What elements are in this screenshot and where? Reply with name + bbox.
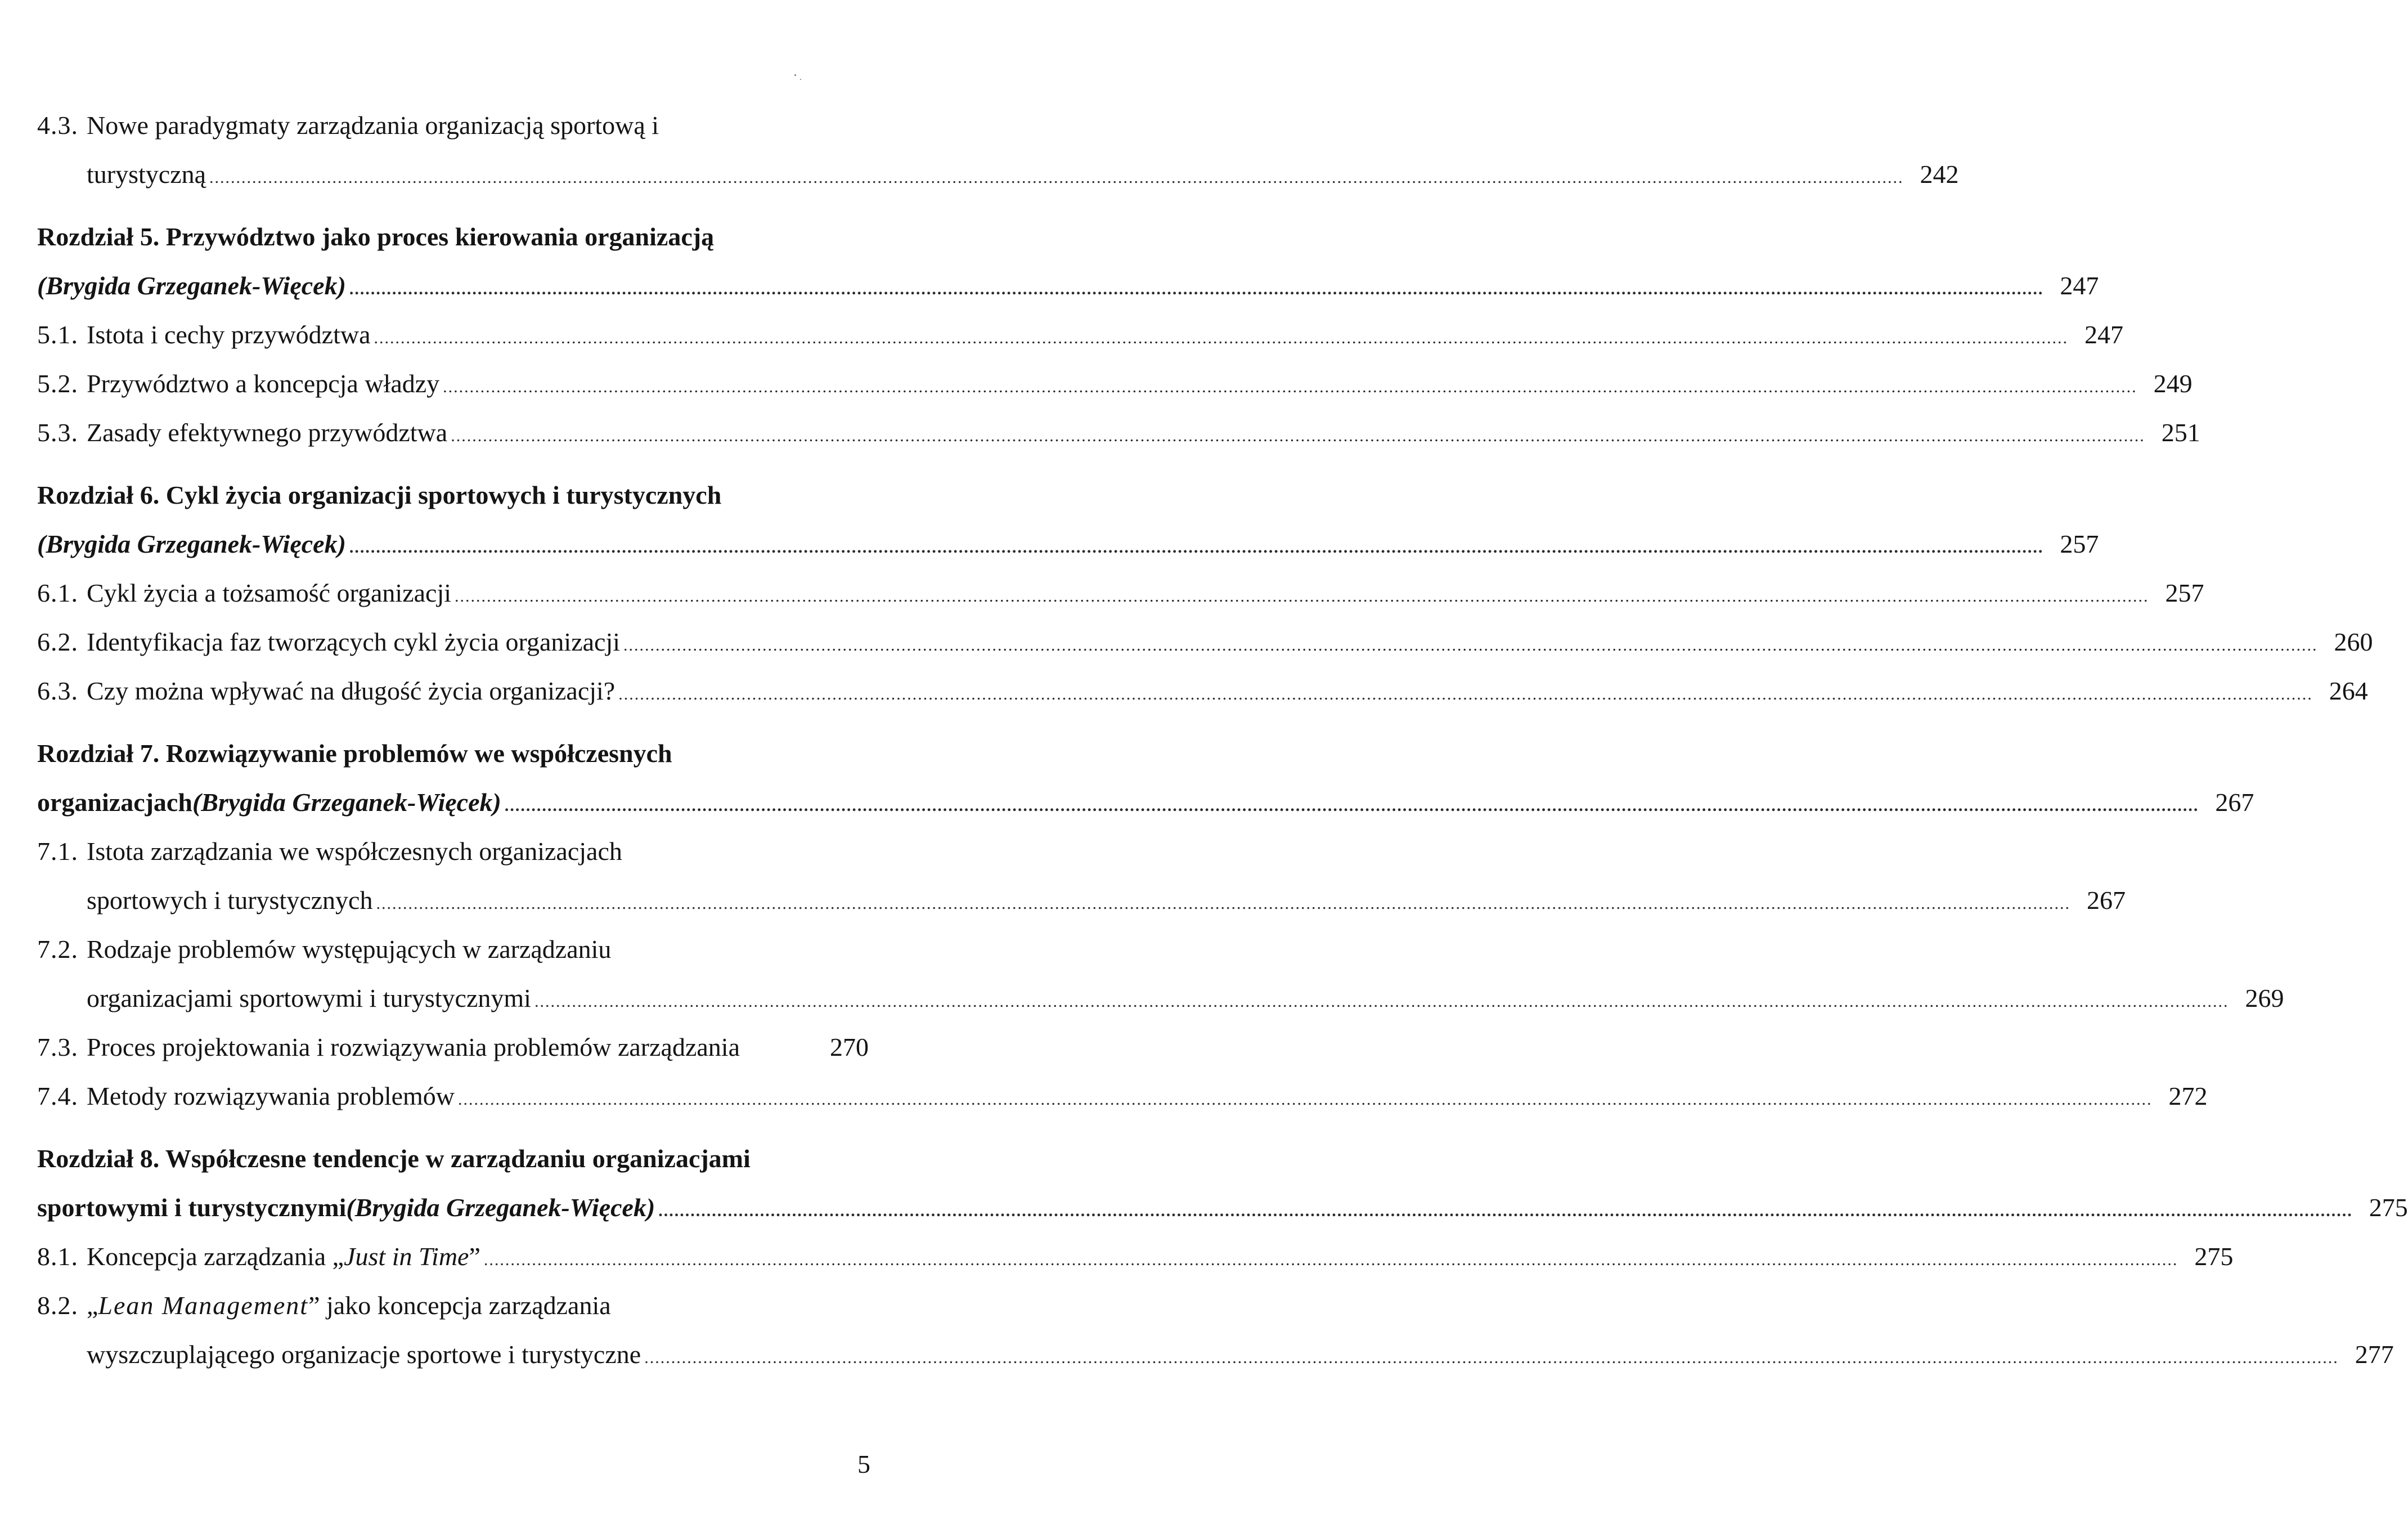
toc-chapter-8-line2[interactable] xyxy=(37,1184,2408,1232)
toc-entry-8-2-line1[interactable] xyxy=(37,1281,869,1330)
entry-title: Identyfikacja faz tworzących cykl życia organizacji xyxy=(87,627,621,656)
entry-number: 7.4. xyxy=(37,1082,78,1110)
entry-title: Metody rozwiązywania problemów xyxy=(87,1082,455,1110)
toc-entry-7-2-line1[interactable] xyxy=(37,925,869,974)
toc-entry-7-3[interactable] xyxy=(37,1023,869,1072)
leader-dots xyxy=(376,895,2070,912)
toc-chapter-6-line1[interactable] xyxy=(37,471,869,520)
toc-chapter-6-line2[interactable] xyxy=(37,520,2099,569)
toc-entry-8-2-line2[interactable] xyxy=(37,1330,2394,1379)
entry-title-continued: organizacjami sportowymi i turystycznymi xyxy=(87,984,531,1012)
leader-dots xyxy=(534,993,2229,1010)
leader-dots xyxy=(658,1203,2353,1220)
entry-title: Zasady efektywnego przywództwa xyxy=(87,418,448,447)
toc-chapter-5-line2[interactable] xyxy=(37,262,2099,311)
chapter-title: Rozdział 7. Rozwiązywanie problemów we współczesnych xyxy=(37,739,672,768)
page-number: 270 xyxy=(830,1033,869,1061)
chapter-author: (Brygida Grzeganek-Więcek) xyxy=(192,788,501,817)
toc-entry-5-1[interactable] xyxy=(37,311,2124,360)
leader-dots xyxy=(484,1252,2178,1268)
leader-dots xyxy=(451,428,2145,445)
toc-entry-6-2[interactable] xyxy=(37,618,2373,667)
toc-entry-7-1-line1[interactable] xyxy=(37,827,869,876)
entry-number: 7.1. xyxy=(37,837,78,866)
print-speck xyxy=(800,79,801,80)
entry-number: 6.1. xyxy=(37,579,78,607)
leader-dots xyxy=(505,797,2199,814)
entry-title: Rodzaje problemów występujących w zarządzaniu xyxy=(87,935,612,963)
page-number: 260 xyxy=(2334,627,2373,656)
page-number: 242 xyxy=(1920,160,1959,189)
page-number: 251 xyxy=(2161,418,2200,447)
leader-dots xyxy=(374,330,2069,347)
entry-number: 7.3. xyxy=(37,1033,78,1061)
leader-dots xyxy=(443,379,2137,396)
table-of-contents xyxy=(37,101,2408,1379)
leader-dots xyxy=(349,539,2044,556)
page-number: 247 xyxy=(2060,271,2099,300)
entry-number: 5.1. xyxy=(37,320,78,349)
entry-number: 8.1. xyxy=(37,1242,78,1271)
leader-dots xyxy=(458,1091,2153,1108)
entry-title-italic: Just in Time xyxy=(344,1242,469,1271)
entry-title-italic: Lean Management xyxy=(98,1291,309,1320)
entry-title: Istota zarządzania we współczesnych organizacjach xyxy=(87,837,622,866)
entry-title: Przywództwo a koncepcja władzy xyxy=(87,369,440,398)
entry-title-suffix: ” xyxy=(469,1242,480,1271)
entry-number: 8.2. xyxy=(37,1291,78,1320)
toc-entry-4-3-line2[interactable] xyxy=(37,150,1959,199)
chapter-title-continued: organizacjach xyxy=(37,788,192,817)
entry-number: 5.3. xyxy=(37,418,78,447)
entry-title-quote: „ xyxy=(87,1291,98,1320)
toc-entry-7-1-line2[interactable] xyxy=(37,876,2126,925)
entry-title-continued: sportowych i turystycznych xyxy=(87,886,373,915)
entry-title-continued: wyszczuplającego organizacje sportowe i turystyczne xyxy=(87,1340,641,1369)
entry-title: Istota i cechy przywództwa xyxy=(87,320,371,349)
chapter-author: (Brygida Grzeganek-Więcek) xyxy=(346,1193,655,1222)
page-number: 267 xyxy=(2215,788,2254,817)
entry-number: 4.3. xyxy=(37,111,78,140)
page-number: 247 xyxy=(2084,320,2124,349)
page-number: 267 xyxy=(2086,886,2126,915)
entry-title: Proces projektowania i rozwiązywania problemów zarządzania xyxy=(87,1033,740,1061)
entry-title-prefix: Koncepcja zarządzania „ xyxy=(87,1242,344,1271)
leader-dots xyxy=(455,588,2149,605)
toc-chapter-7-line2[interactable] xyxy=(37,778,2254,827)
toc-entry-6-1[interactable] xyxy=(37,569,2204,618)
entry-title-continued: turystyczną xyxy=(87,160,206,189)
page-number: 272 xyxy=(2168,1082,2208,1110)
toc-entry-5-2[interactable] xyxy=(37,360,2193,409)
toc-chapter-5-line1[interactable] xyxy=(37,213,869,262)
entry-title: Czy można wpływać na długość życia organizacji? xyxy=(87,676,616,705)
chapter-title: Rozdział 6. Cykl życia organizacji sportowych i turystycznych xyxy=(37,481,722,509)
entry-number: 6.2. xyxy=(37,627,78,656)
toc-chapter-8-line1[interactable] xyxy=(37,1135,869,1184)
folio-page-number: 5 xyxy=(857,1450,870,1478)
chapter-title: Rozdział 8. Współczesne tendencje w zarządzaniu organizacjami xyxy=(37,1144,751,1173)
entry-number: 6.3. xyxy=(37,676,78,705)
toc-entry-7-2-line2[interactable] xyxy=(37,974,2284,1023)
entry-title: Cykl życia a tożsamość organizacji xyxy=(87,579,452,607)
chapter-title-continued: sportowymi i turystycznymi xyxy=(37,1193,347,1222)
leader-dots xyxy=(349,281,2044,298)
page-number: 257 xyxy=(2060,530,2099,558)
toc-entry-5-3[interactable] xyxy=(37,409,2200,458)
page-number: 264 xyxy=(2329,676,2368,705)
page-number: 249 xyxy=(2153,369,2193,398)
leader-dots xyxy=(644,1350,2339,1366)
entry-title xyxy=(87,1293,611,1319)
leader-dots xyxy=(209,169,1904,186)
page-number: 277 xyxy=(2355,1340,2394,1369)
print-speck xyxy=(794,74,796,76)
leader-dots xyxy=(618,686,2313,703)
page-number: 257 xyxy=(2165,579,2204,607)
toc-chapter-7-line1[interactable] xyxy=(37,729,869,778)
entry-title-rest: ” jako koncepcja zarządzania xyxy=(308,1291,611,1320)
toc-entry-7-4[interactable] xyxy=(37,1072,2208,1121)
toc-entry-4-3-line1[interactable] xyxy=(37,101,869,150)
chapter-author: (Brygida Grzeganek-Więcek) xyxy=(37,530,346,558)
entry-title xyxy=(87,1244,480,1270)
page-number: 275 xyxy=(2369,1193,2408,1222)
entry-number: 5.2. xyxy=(37,369,78,398)
chapter-author: (Brygida Grzeganek-Więcek) xyxy=(37,271,346,300)
page-number: 269 xyxy=(2245,984,2284,1012)
chapter-title: Rozdział 5. Przywództwo jako proces kierowania organizacją xyxy=(37,222,715,251)
entry-title: Nowe paradygmaty zarządzania organizacją sportową i xyxy=(87,111,659,140)
toc-entry-6-3[interactable] xyxy=(37,667,2368,716)
toc-entry-8-1[interactable] xyxy=(37,1232,2234,1281)
entry-number: 7.2. xyxy=(37,935,78,963)
page-number: 275 xyxy=(2194,1242,2234,1271)
leader-dots xyxy=(623,637,2318,654)
